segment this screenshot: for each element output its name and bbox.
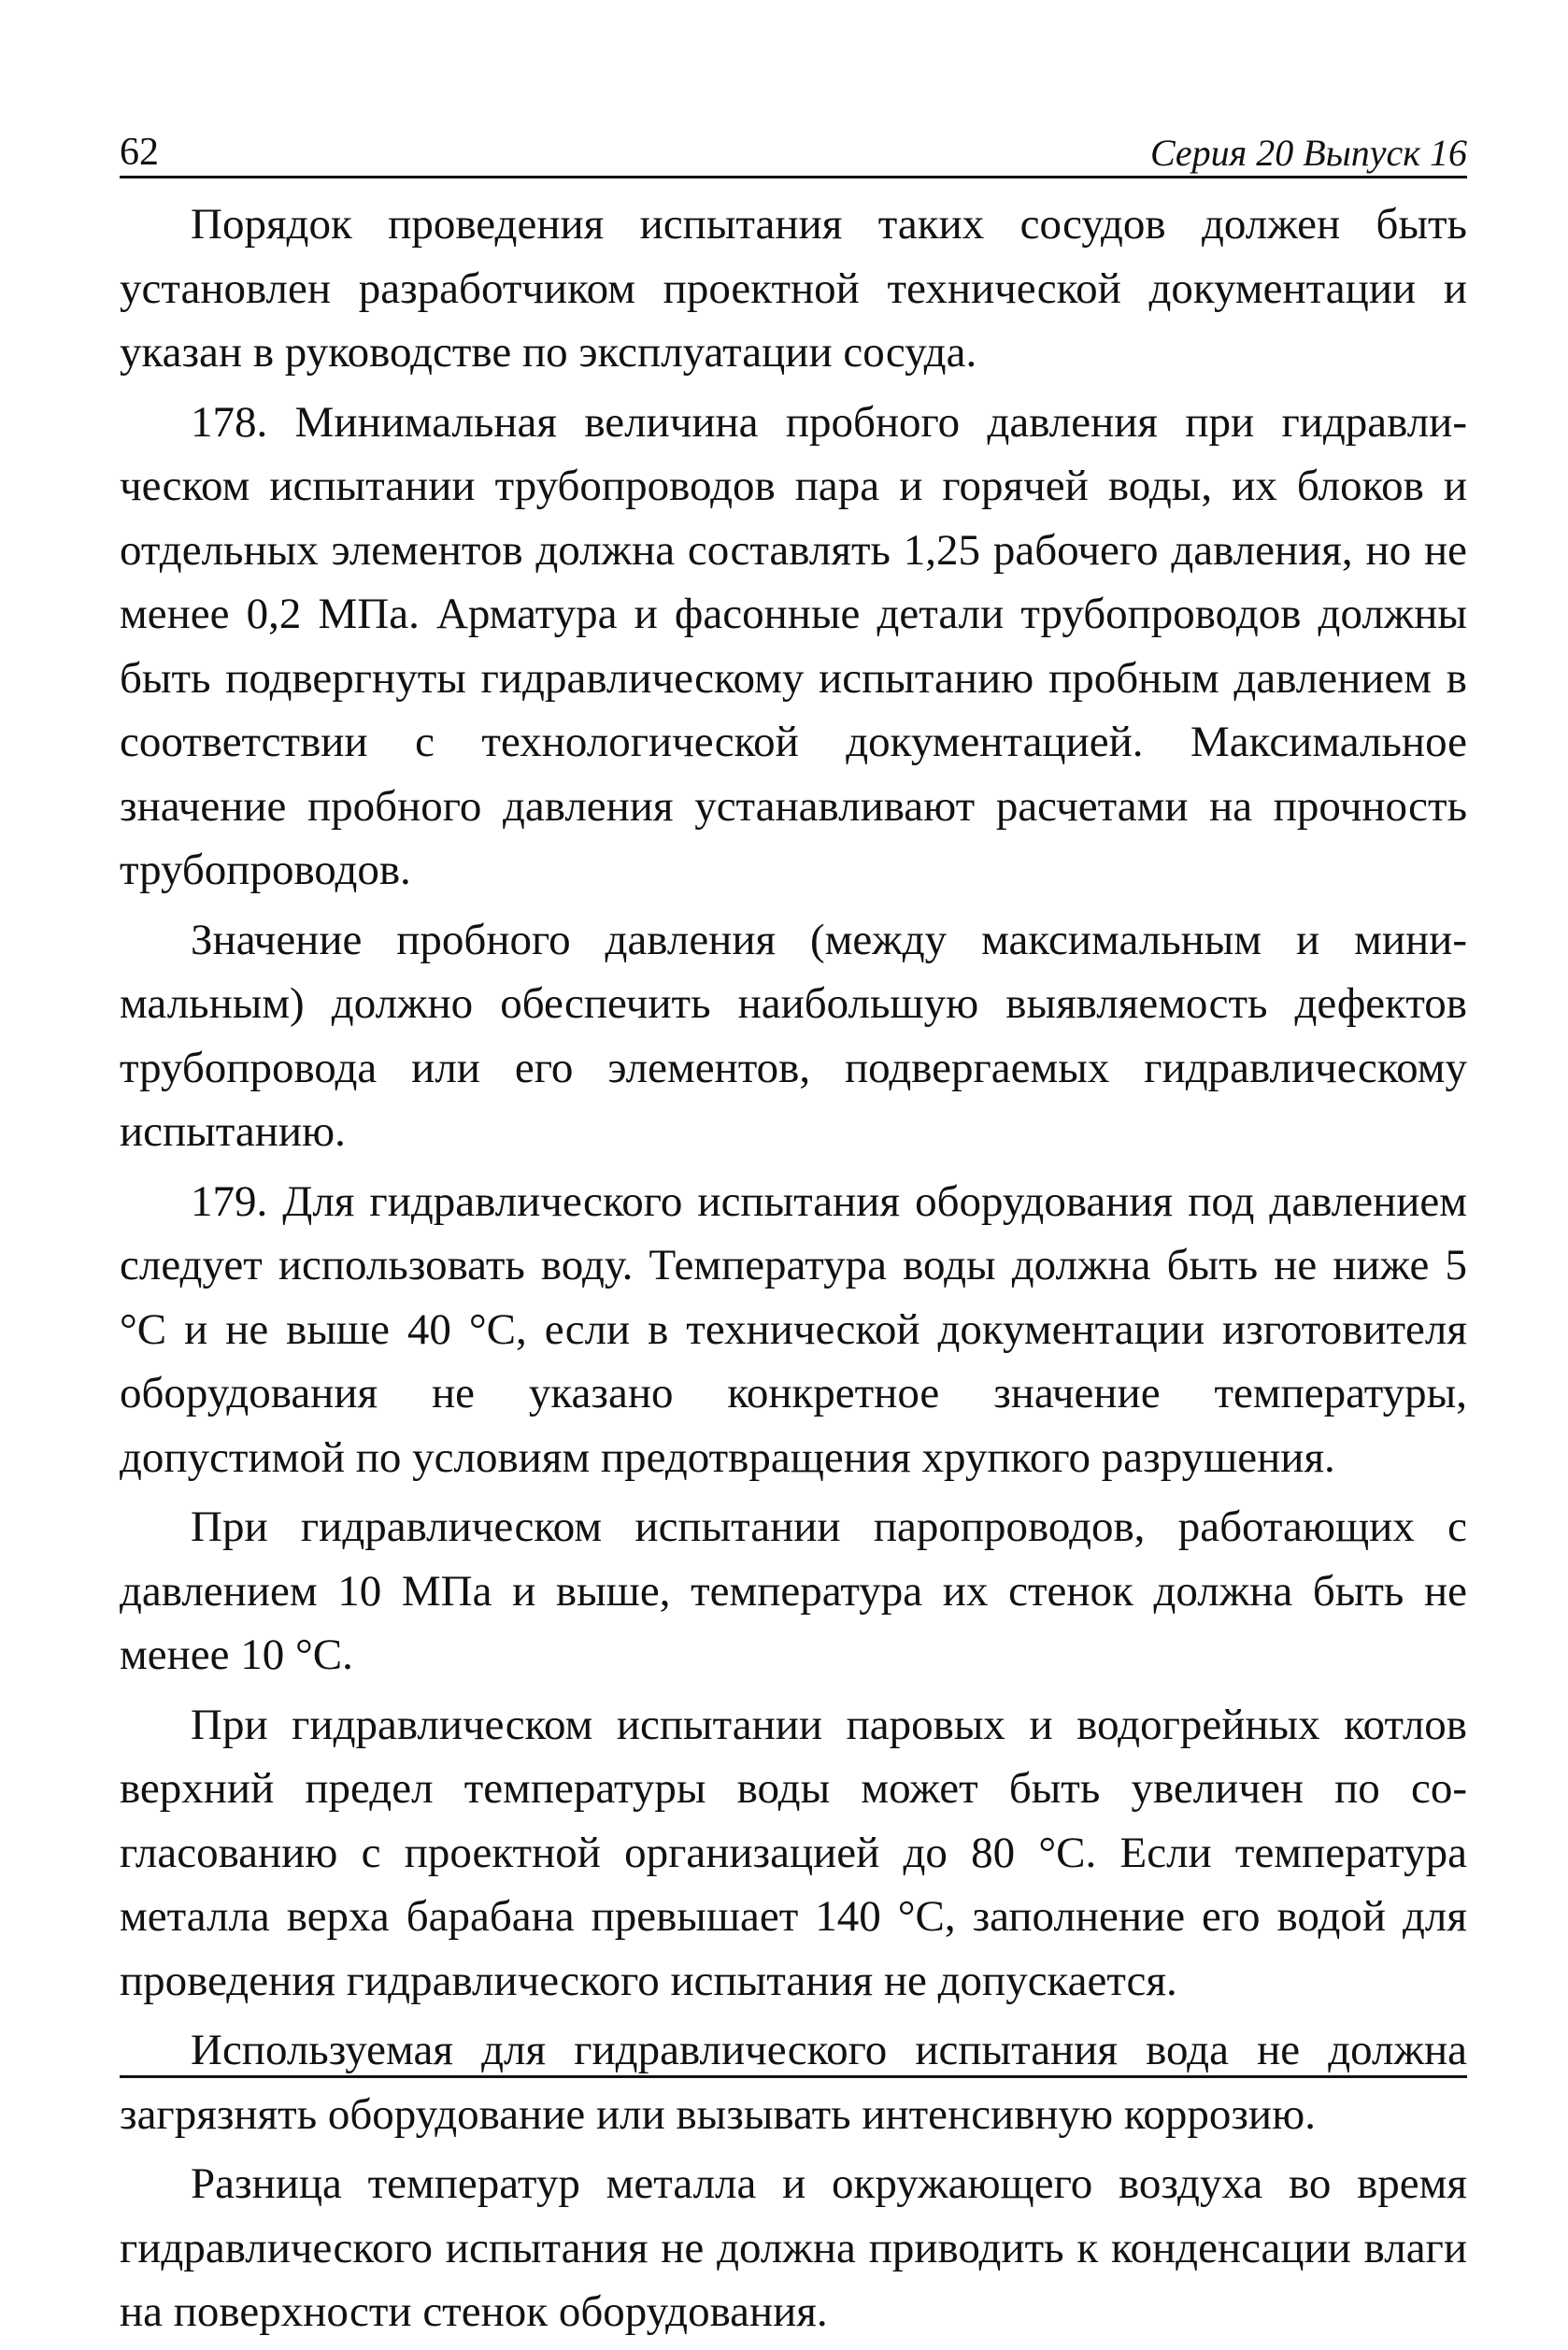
paragraph-4: 179. Для гидравлического испытания оборудования под давлением следует использовать воду. Температура воды должна быть не ниже 5 °С и не выше 40 °С, если в технической документации изготовителя оборудования не указано конкретное значение температуры, допустимой по условиям предотвращения хрупкого разрушения. bbox=[120, 1176, 1467, 1482]
document-body bbox=[120, 192, 1467, 2350]
paragraph-8: Разница температур металла и окружающего воздуха во время гидравлического испытания не должна приводить к конденсации влаги на поверхности стенок оборудования. bbox=[120, 2159, 1467, 2336]
paragraph-6: При гидравлическом испытании паровых и водогрейных котлов верхний предел температуры воды может быть увеличен по согласованию с проектной организацией до 80 °С. Если температура металла верха барабана превышает 140 °С, заполнение его водой для проведения гидравлического испытания не допускается. bbox=[120, 1700, 1467, 2005]
paragraph-5: При гидравлическом испытании паропроводов, работающих с давлением 10 МПа и выше, температура их стенок должна быть не менее 10 °С. bbox=[120, 1503, 1467, 1679]
page-number: 62 bbox=[120, 131, 159, 174]
page-header bbox=[120, 120, 1467, 178]
bottom-divider bbox=[120, 2075, 1467, 2078]
paragraph-3: Значение пробного давления (между максимальным и минимальным) должно обеспечить наибольшую выявляемость дефектов трубопровода или его элементов, подвергаемых гидравлическому испытанию. bbox=[120, 915, 1467, 1156]
running-title: Серия 20 Выпуск 16 bbox=[1149, 132, 1467, 174]
paragraph-2: 178. Минимальная величина пробного давления при гидравлическом испытании трубопроводов пара и горячей воды, их блоков и отдельных элементов должна составлять 1,25 рабочего давления, но не менее 0,2 МПа. Арматура и фасонные детали трубопроводов должны быть подвергнуты гидравлическому испытанию пробным давлением в соответствии с технологической документацией. Максимальное значение пробного давления устанавливают расчетами на прочность трубопроводов. bbox=[120, 397, 1467, 894]
paragraph-7: Используемая для гидравлического испытания вода не должна загрязнять оборудование или вызывать интенсивную коррозию. bbox=[120, 2026, 1467, 2139]
paragraph-1: Порядок проведения испытания таких сосудов должен быть установлен разработчиком проектной технической документации и указан в руководстве по эксплуатации сосуда. bbox=[120, 200, 1467, 377]
